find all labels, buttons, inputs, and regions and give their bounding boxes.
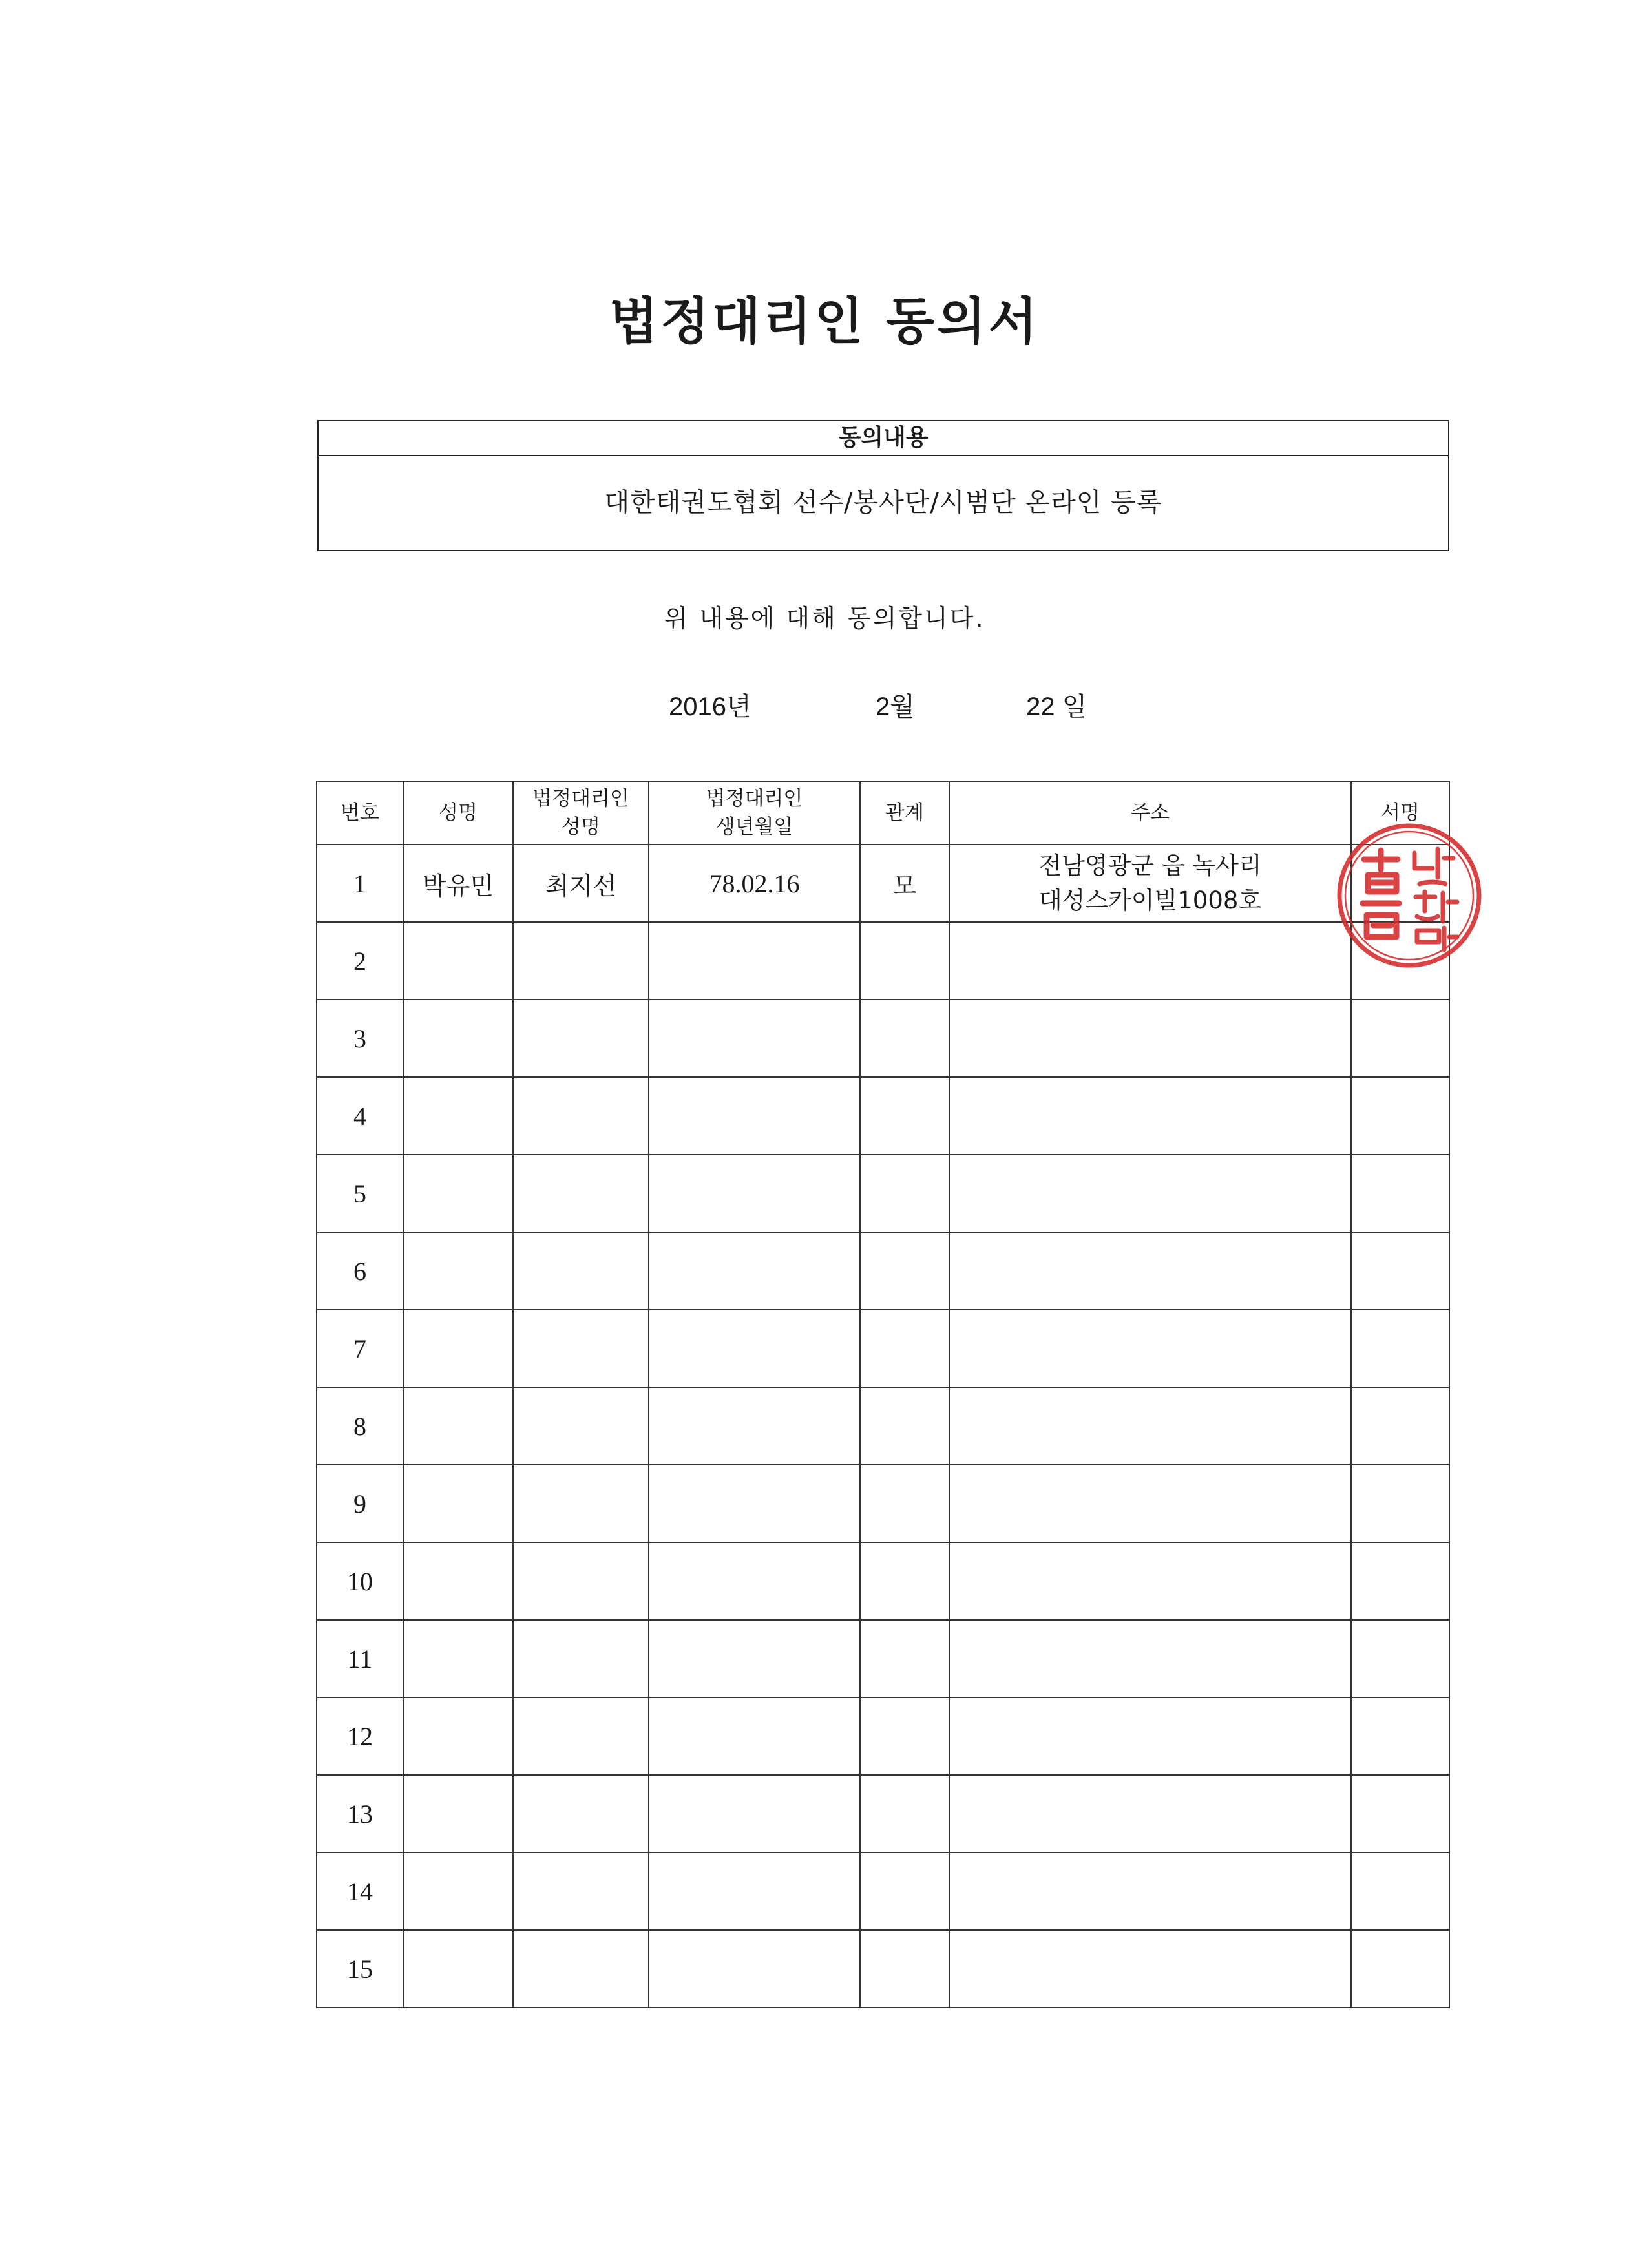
guardian-birth-cell: [649, 1853, 860, 1930]
participant-name-cell: 박유민: [403, 845, 513, 922]
guardian-name-cell: [513, 922, 649, 1000]
relation-cell: [860, 922, 949, 1000]
table-row: [317, 1387, 1449, 1465]
row-number-cell: 2: [317, 922, 403, 1000]
address-cell: [949, 1697, 1351, 1775]
participant-name-cell: [403, 1542, 513, 1620]
relation-cell: [860, 1697, 949, 1775]
row-number-cell: 1: [317, 845, 403, 922]
participant-name-cell: [403, 1000, 513, 1077]
relation-cell: [860, 1542, 949, 1620]
guardian-birth-cell: [649, 1310, 860, 1387]
relation-cell: [860, 1387, 949, 1465]
address-cell: [949, 1310, 1351, 1387]
relation-cell: [860, 1000, 949, 1077]
table-row: [317, 1542, 1449, 1620]
guardian-birth-cell: [649, 1077, 860, 1155]
participant-name-cell: [403, 1155, 513, 1232]
address-cell: [949, 1930, 1351, 2008]
table-row: [317, 1077, 1449, 1155]
table-row: [317, 1620, 1449, 1697]
guardian-name-cell: [513, 1542, 649, 1620]
relation-cell: [860, 1465, 949, 1542]
participant-name-cell: [403, 922, 513, 1000]
document-title: 법정대리인 동의서: [609, 293, 1040, 351]
guardian-birth-cell: [649, 1620, 860, 1697]
address-cell: [949, 1853, 1351, 1930]
address-cell: [949, 1000, 1351, 1077]
participant-name-cell: [403, 1930, 513, 2008]
guardian-birth-cell: [649, 1930, 860, 2008]
relation-cell: [860, 1930, 949, 2008]
table-row: [317, 922, 1449, 1000]
guardian-name-cell: 최지선: [513, 845, 649, 922]
table-row: [317, 1697, 1449, 1775]
signature-cell: [1351, 922, 1449, 1000]
date-month: 2월: [876, 693, 915, 721]
row-number-cell: 13: [317, 1775, 403, 1853]
address-cell: [949, 1542, 1351, 1620]
row-number-cell: 10: [317, 1542, 403, 1620]
relation-cell: [860, 1232, 949, 1310]
guardian-birth-cell: [649, 1232, 860, 1310]
row-number-cell: 11: [317, 1620, 403, 1697]
row-number-cell: 4: [317, 1077, 403, 1155]
address-cell: [949, 1077, 1351, 1155]
guardian-name-cell: [513, 1077, 649, 1155]
signature-cell: [1351, 1310, 1449, 1387]
agreement-statement: 위 내용에 대해 동의합니다.: [664, 604, 985, 633]
relation-cell: 모: [860, 845, 949, 922]
relation-cell: [860, 1853, 949, 1930]
header-relation: 관계: [860, 781, 949, 845]
header-no: 번호: [317, 781, 403, 845]
relation-cell: [860, 1077, 949, 1155]
participant-name-cell: [403, 1387, 513, 1465]
guardian-name-cell: [513, 1000, 649, 1077]
address-cell: [949, 1775, 1351, 1853]
signature-cell: [1351, 1387, 1449, 1465]
relation-cell: [860, 1620, 949, 1697]
relation-cell: [860, 1310, 949, 1387]
guardian-name-cell: [513, 1310, 649, 1387]
header-signature: 서명: [1351, 781, 1449, 845]
signature-cell: [1351, 1775, 1449, 1853]
relation-cell: [860, 1775, 949, 1853]
guardian-birth-cell: [649, 1697, 860, 1775]
table-row: [317, 1155, 1449, 1232]
guardian-birth-cell: [649, 1387, 860, 1465]
header-name: 성명: [403, 781, 513, 845]
table-row: [317, 1465, 1449, 1542]
table-row: [317, 1000, 1449, 1077]
address-cell: [949, 922, 1351, 1000]
signature-cell: [1351, 1542, 1449, 1620]
table-row: [317, 1853, 1449, 1930]
signature-cell: [1351, 1077, 1449, 1155]
header-guardian-name: 법정대리인 성명: [513, 781, 649, 845]
row-number-cell: 9: [317, 1465, 403, 1542]
signature-cell: [1351, 1155, 1449, 1232]
consent-content: 대한태권도협회 선수/봉사단/시범단 온라인 등록: [604, 488, 1162, 518]
participant-name-cell: [403, 1077, 513, 1155]
row-number-cell: 5: [317, 1155, 403, 1232]
header-guardian-birth: 법정대리인 생년월일: [649, 781, 860, 845]
guardian-name-cell: [513, 1775, 649, 1853]
participant-name-cell: [403, 1465, 513, 1542]
row-number-cell: 14: [317, 1853, 403, 1930]
participant-name-cell: [403, 1697, 513, 1775]
guardian-birth-cell: [649, 1775, 860, 1853]
date-day: 22 일: [1026, 693, 1087, 721]
participant-name-cell: [403, 1620, 513, 1697]
table-row: [317, 1930, 1449, 2008]
guardian-birth-cell: [649, 1465, 860, 1542]
guardian-name-cell: [513, 1387, 649, 1465]
row-number-cell: 3: [317, 1000, 403, 1077]
guardian-registry-table: [316, 781, 1450, 2008]
consent-box: [317, 420, 1449, 551]
guardian-birth-cell: [649, 1000, 860, 1077]
guardian-birth-cell: 78.02.16: [649, 845, 860, 922]
row-number-cell: 8: [317, 1387, 403, 1465]
address-cell: [949, 1387, 1351, 1465]
signature-cell: [1351, 1620, 1449, 1697]
participant-name-cell: [403, 1232, 513, 1310]
guardian-birth-cell: [649, 922, 860, 1000]
address-cell: [949, 1620, 1351, 1697]
guardian-name-cell: [513, 1465, 649, 1542]
signature-cell: [1351, 1465, 1449, 1542]
relation-cell: [860, 1155, 949, 1232]
signature-cell: [1351, 1232, 1449, 1310]
table-header-row: [317, 781, 1449, 845]
guardian-birth-cell: [649, 1542, 860, 1620]
participant-name-cell: [403, 1775, 513, 1853]
table-row: [317, 1310, 1449, 1387]
guardian-name-cell: [513, 1697, 649, 1775]
participant-name-cell: [403, 1853, 513, 1930]
row-number-cell: 7: [317, 1310, 403, 1387]
signature-cell: [1351, 1000, 1449, 1077]
participant-name-cell: [403, 1310, 513, 1387]
guardian-name-cell: [513, 1853, 649, 1930]
guardian-birth-cell: [649, 1155, 860, 1232]
address-line-1: 전남영광군 읍 녹사리: [1038, 852, 1262, 879]
table-row: [317, 1232, 1449, 1310]
guardian-name-cell: [513, 1155, 649, 1232]
guardian-name-cell: [513, 1930, 649, 2008]
table-row: [317, 1775, 1449, 1853]
guardian-name-cell: [513, 1620, 649, 1697]
signature-cell: [1351, 1697, 1449, 1775]
address-cell: [949, 1465, 1351, 1542]
signature-cell: [1351, 1930, 1449, 2008]
header-address: 주소: [949, 781, 1351, 845]
table-row: [317, 845, 1449, 922]
signature-cell: [1351, 1853, 1449, 1930]
address-cell: [949, 845, 1351, 922]
row-number-cell: 6: [317, 1232, 403, 1310]
row-number-cell: 15: [317, 1930, 403, 2008]
date-year: 2016년: [669, 693, 751, 721]
consent-header: 동의내용: [319, 421, 1448, 456]
row-number-cell: 12: [317, 1697, 403, 1775]
address-cell: [949, 1155, 1351, 1232]
guardian-name-cell: [513, 1232, 649, 1310]
signature-cell: [1351, 845, 1449, 922]
address-cell: [949, 1232, 1351, 1310]
address-line-2: 대성스카이빌1008호: [1038, 887, 1262, 914]
